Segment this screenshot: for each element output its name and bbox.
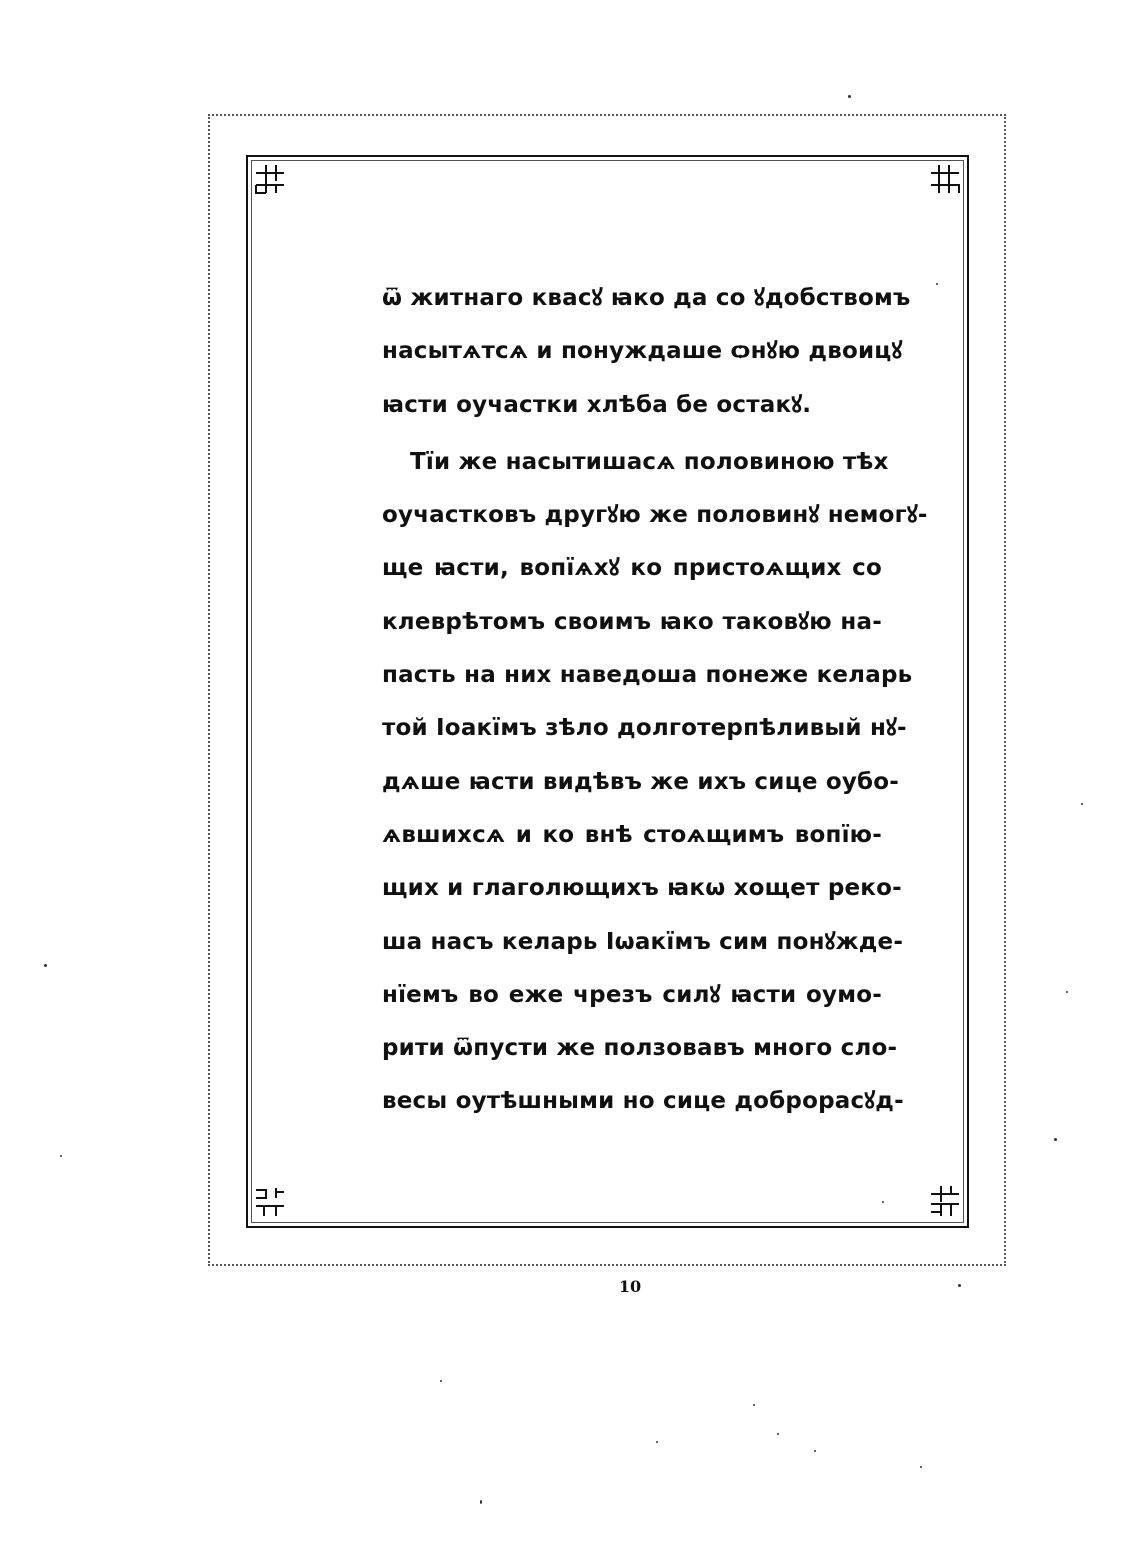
text-line: весы оутѣшными но сице доброрасꙋд-: [382, 1088, 904, 1115]
scan-speck: [848, 95, 851, 98]
scan-speck: [753, 1404, 755, 1406]
scan-speck: [958, 1284, 961, 1287]
text-line: нїемъ во еже чрезъ силꙋ ꙗсти оумо-: [382, 981, 882, 1008]
scan-speck: [1066, 991, 1068, 993]
scan-speck: [1054, 1138, 1057, 1141]
text-line: оучастковъ другꙋю же половинꙋ немогꙋ-: [382, 502, 928, 529]
scan-speck: [777, 1433, 779, 1435]
text-line: дѧше ꙗсти видѣвъ же ихъ сице оубо-: [382, 768, 900, 795]
paragraph-first-line: Тїи же насытишасѧ половиною тѣх: [410, 448, 889, 475]
scan-speck: [656, 1441, 658, 1443]
scan-speck: [814, 1450, 816, 1452]
scan-speck: [44, 964, 47, 967]
scan-speck: [920, 1466, 922, 1468]
text-line: насытѧтсѧ и понуждаше ѻнꙋю двоицꙋ: [382, 338, 903, 365]
scan-speck: [480, 1500, 482, 1504]
page-number: 10: [618, 1277, 642, 1296]
corner-ornament-bottom-left-icon: [252, 1184, 288, 1220]
scan-speck: [440, 1380, 442, 1382]
text-line: рити ѿпусти же ползовавъ много сло-: [382, 1035, 898, 1062]
corner-ornament-top-right-icon: [927, 161, 963, 197]
text-line: той Іоакїмъ зѣло долготерпѣливый нꙋ-: [382, 715, 907, 742]
text-line: щих и глаголющихъ ꙗкѡ хощет реко-: [382, 875, 902, 902]
scan-speck: [1081, 803, 1083, 805]
corner-ornament-bottom-right-icon: [927, 1184, 963, 1220]
body-text: [382, 272, 928, 1129]
text-line: пасть на них наведоша понеже келарь: [382, 662, 913, 689]
corner-ornament-top-left-icon: [252, 161, 288, 197]
text-line: клеврѣтомъ своимъ ꙗко таковꙋю на-: [382, 608, 882, 635]
text-line: ѧвшихсѧ и ко внѣ стоѧщимъ вопїю-: [382, 821, 882, 848]
text-line: ѿ житнаго квасꙋ ꙗко да со ꙋдобствомъ: [382, 285, 911, 311]
scan-speck: [60, 1155, 62, 1157]
scan-speck: [936, 283, 938, 285]
text-line: ша насъ келарь Іѡакїмъ сим понꙋжде-: [382, 928, 904, 955]
text-line: ꙗсти оучастки хлѣба бе остакꙋ.: [382, 391, 812, 418]
text-line: ще ꙗсти, вопїѧхꙋ ко пристоѧщих со: [382, 555, 882, 582]
scan-speck: [882, 1201, 884, 1203]
